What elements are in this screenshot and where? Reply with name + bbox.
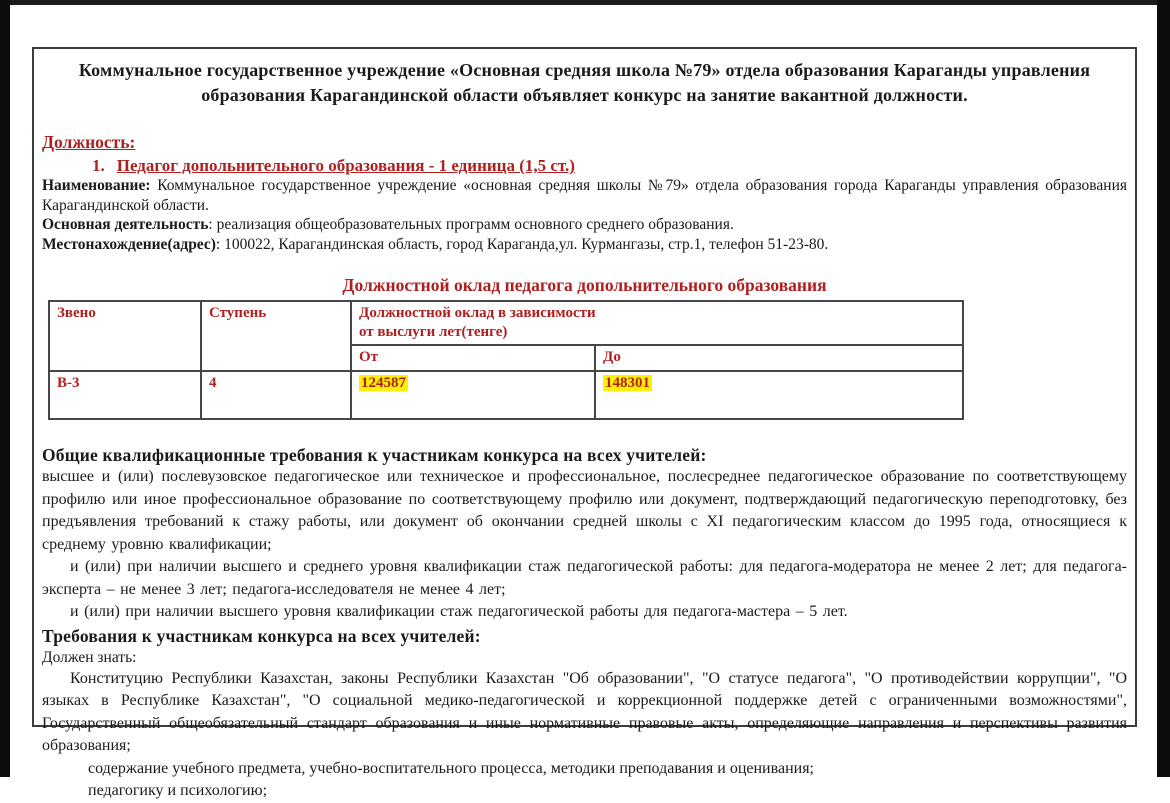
detail-activity: [42, 215, 1127, 235]
salary-col-to: До: [595, 345, 963, 371]
salary-value-to: 148301: [605, 375, 650, 391]
salary-col-salary-line2: от выслуги лет(тенге): [359, 324, 508, 340]
salary-table: [48, 300, 964, 420]
general-requirements-paragraph-2: и (или) при наличии высшего и среднего уровня квалификации стаж педагогической работы: для педагога-модератора не менее 2 лет; для педагога-эксперта – не менее 3 лет; педагога-исследователя не менее 4 лет;: [42, 558, 1127, 598]
position-item: [42, 156, 1127, 176]
salary-value-zveno: В-3: [49, 371, 201, 419]
salary-col-salary-line1: Должностной оклад в зависимости: [359, 305, 596, 321]
salary-value-to-cell: [595, 371, 963, 419]
scan-edge-left: [0, 0, 10, 777]
position-item-number: 1.: [92, 156, 105, 175]
position-section: [42, 108, 1127, 176]
salary-col-from: От: [351, 345, 595, 371]
scan-edge-top: [0, 0, 1170, 5]
document-title: Коммунальное государственное учреждение «Основная средняя школа №79» отдела образования Караганды управления образования Карагандинской области объявляет конкурс на занятие вакантной должности.: [78, 60, 1091, 105]
position-item-text: Педагог допольнительного образования - 1 единица (1,5 ст.): [116, 156, 575, 175]
salary-table-title: Должностной оклад педагога допольнительного образования: [342, 275, 827, 295]
detail-address-label: Местонахождение(адрес): [42, 235, 216, 253]
general-requirements-heading: Общие квалификационные требования к участникам конкурса на всех учителей:: [42, 445, 707, 465]
requirements-paragraph-2: содержание учебного предмета, учебно-воспитательного процесса, методики преподавания и оценивания;: [88, 759, 814, 777]
salary-col-salary: [351, 301, 963, 345]
detail-address-text: : 100022, Карагандинская область, город Караганда,ул. Курмангазы, стр.1, телефон 51-23-80.: [215, 235, 829, 253]
detail-address: [42, 235, 1127, 255]
details-section: [42, 176, 1127, 254]
general-requirements-paragraph-1: высшее и (или) послевузовское педагогическое или техническое и профессиональное, послесреднее педагогическое образование по соответствующему профилю или иное профессиональное образование по соответствующему профилю или документ, подтверждающий педагогическую переподготовку, без предъявления требований к стажу работы, или документ об окончании средней школы с XI педагогическим классом до 1995 года, относящиеся к среднему уровню квалификации;: [42, 468, 1127, 553]
detail-name-text: Коммунальное государственное учреждение «основная средняя школы №79» отдела образования города Караганды управления образования Карагандинской области.: [42, 177, 1127, 214]
requirements-section: [42, 626, 1127, 803]
general-requirements-section: [42, 445, 1127, 624]
scan-edge-right: [1157, 0, 1170, 777]
salary-col-zveno: Звено: [49, 301, 201, 371]
requirements-paragraph-1: Конституцию Республики Казахстан, законы Республики Казахстан "Об образовании", "О статусе педагога", "О противодействии коррупции", "О языках в Республике Казахстан", "О социальной медико-педагогической и коррекционной поддержке детей с ограниченными возможностями", Государственный общеобязательный стандарт образования и иные нормативные правовые акты, определяющие направления и перспективы развития образования;: [42, 669, 1127, 754]
requirements-paragraph-3: педагогику и психологию;: [88, 782, 268, 799]
salary-table-data-row: [49, 371, 963, 419]
detail-name-label: Наименование:: [42, 177, 151, 194]
salary-table-header-row: [49, 301, 963, 345]
general-requirements-paragraph-3: и (или) при наличии высшего уровня квалификации стаж педагогической работы для педагога-мастера – 5 лет.: [70, 603, 848, 620]
salary-value-stupen: 4: [201, 371, 351, 419]
salary-value-from-cell: [351, 371, 595, 419]
salary-col-stupen: Ступень: [201, 301, 351, 371]
detail-activity-label: Основная деятельность: [42, 216, 209, 233]
salary-value-from: 124587: [361, 375, 406, 391]
detail-activity-text: : реализация общеобразовательных программ основного среднего образования.: [208, 216, 734, 233]
requirements-heading: Требования к участникам конкурса на всех учителей:: [42, 625, 481, 646]
detail-name: [42, 176, 1127, 215]
position-heading: Должность:: [42, 132, 136, 152]
document-frame: [32, 47, 1137, 799]
must-know-label: Должен знать:: [42, 648, 137, 666]
